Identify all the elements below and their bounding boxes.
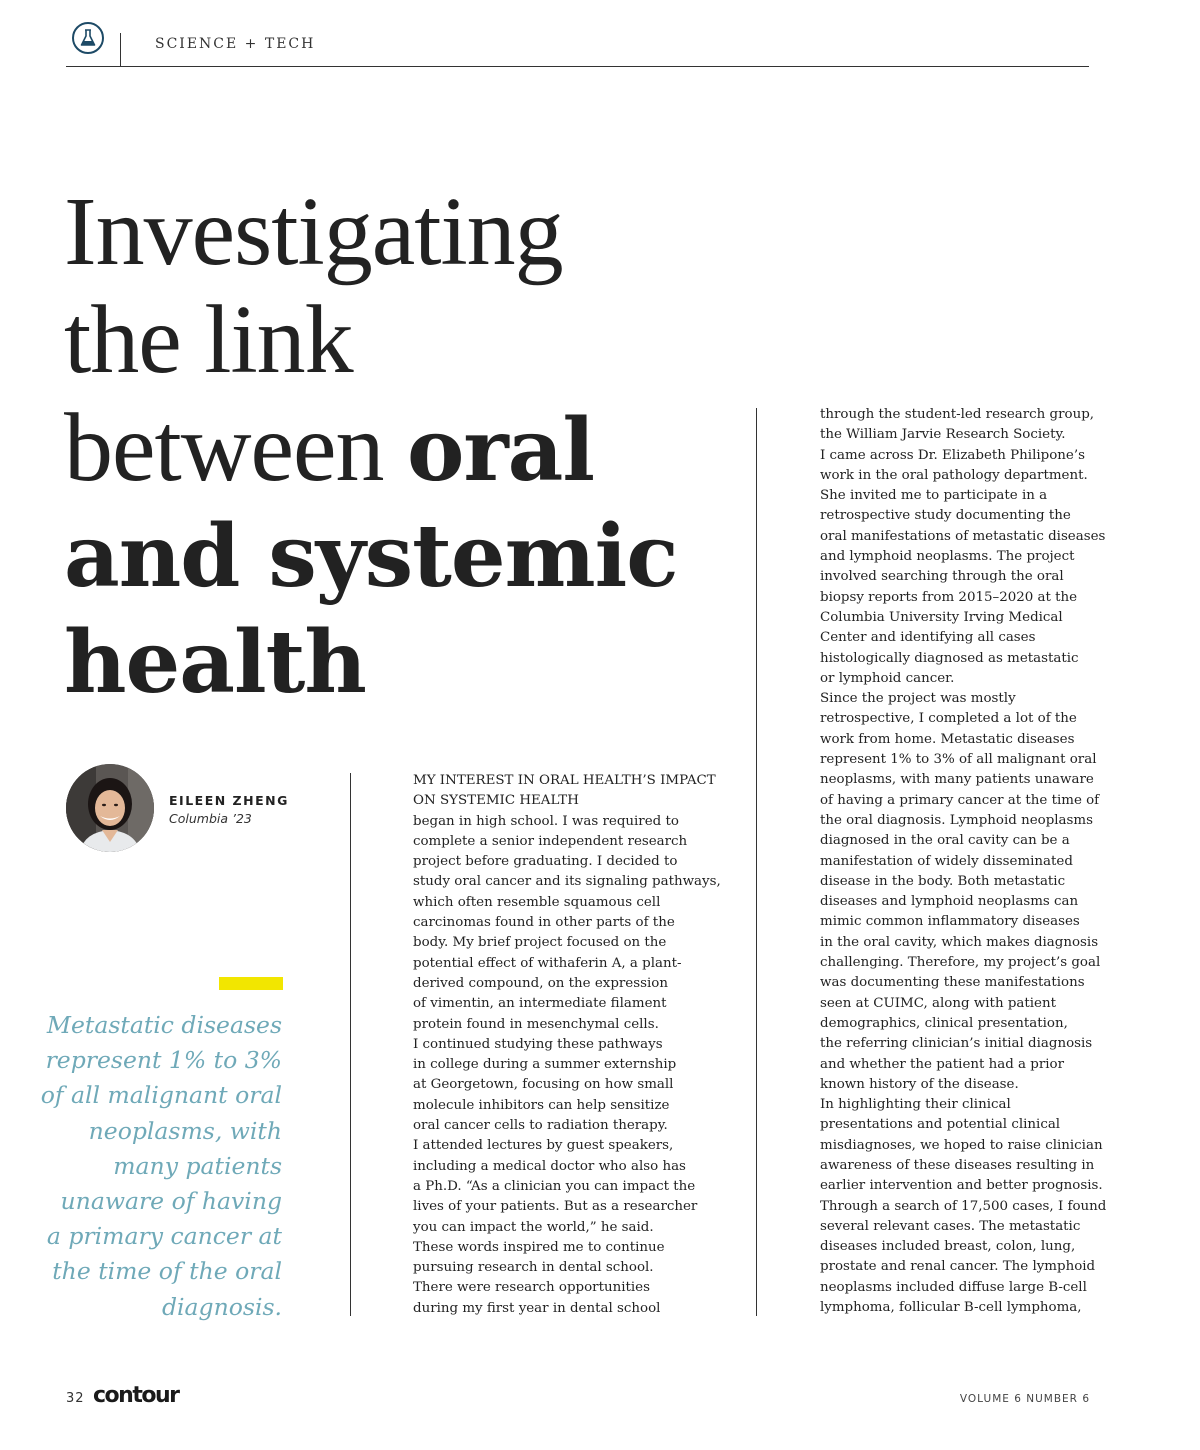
- column-rule-left: [350, 773, 351, 1316]
- headline-line-4: and systemic: [64, 506, 678, 607]
- contour-logo: contour: [93, 1383, 179, 1408]
- headline-line-5: health: [64, 612, 366, 713]
- body-column-2: through the student-led research group, the William Jarvie Research Society. I came across Dr. Elizabeth Philipone’s work in the oral pathology department. She invited me to participate in a retrospective study documenting the oral manifestations of metastatic diseases and lymphoid neoplasms. The project involved searching through the oral biopsy reports from 2015–2020 at the Columbia University Irving Medical Center and identifying all cases histologically diagnosed as metastatic or lymphoid cancer. Since the project was mostly retrospective, I completed a lot of the work from home. Metastatic diseases represent 1% to 3% of all malignant oral neoplasms, with many patients unaware of having a primary cancer at the time of the oral diagnosis. Lymphoid neoplasms diagnosed in the oral cavity can be a manifestation of widely disseminated disease in the body. Both metastatic diseases and lymphoid neoplasms can mimic common inflammatory diseases in the oral cavity, which makes diagnosis challenging. Therefore, my project’s goal was documenting these manifestations seen at CUIMC, along with patient demographics, clinical presentation, the referring clinician’s initial diagnosis and whether the patient had a prior known history of the disease. In highlighting their clinical presentations and potential clinical misdiagnoses, we hoped to raise clinician awareness of these diseases resulting in earlier intervention and better prognosis. Through a search of 17,500 cases, I found several relevant cases. The metastatic diseases included breast, colon, lung, prostate and renal cancer. The lymphoid neoplasms included diffuse large B-cell lymphoma, follicular B-cell lymphoma,: [820, 407, 1107, 1316]
- header-rule: [66, 66, 1089, 67]
- page-number: 32: [66, 1391, 85, 1406]
- flask-icon: [72, 22, 104, 54]
- header-divider: [120, 33, 121, 67]
- author-affiliation: Columbia ’23: [169, 811, 252, 826]
- headline-line-3-light: between: [64, 394, 407, 502]
- headline: [64, 180, 678, 716]
- body-column-1: [413, 771, 723, 1319]
- body-column-1-text: began in high school. I was required to complete a senior independent research project before graduating. I decided to study oral cancer and its signaling pathways, which often resemble squamous cell carcinomas found in other parts of the body. My brief project focused on the potential effect of withaferin A, a plant- derived compound, on the expression of vimentin, an intermediate filament protein found in mesenchymal cells. I continued studying these pathways in college during a summer externship at Georgetown, focusing on how small molecule inhibitors can help sensitize oral cancer cells to radiation therapy. I attended lectures by guest speakers, including a medical doctor who also has a Ph.D. “As a clinician you can impact the lives of your patients. But as a researcher you can impact the world,” he said. These words inspired me to continue pursuing research in dental school. There were research opportunities during my first year in dental school: [413, 813, 721, 1316]
- author-avatar: [66, 764, 154, 852]
- column-rule-right: [756, 408, 757, 1316]
- section-label: SCIENCE + TECH: [155, 36, 316, 52]
- headline-line-1: Investigating: [64, 178, 563, 286]
- headline-line-2: the link: [64, 286, 353, 394]
- pullquote-accent-bar: [219, 977, 283, 990]
- pullquote: Metastatic diseases represent 1% to 3% of all malignant oral neoplasms, with many patients unaware of having a primary cancer at the time of the oral diagnosis.: [40, 1011, 282, 1321]
- body-lead: MY INTEREST IN ORAL HEALTH’S IMPACT ON SYSTEMIC HEALTH: [413, 773, 716, 809]
- headline-line-3-bold: oral: [407, 400, 595, 501]
- author-name: EILEEN ZHENG: [169, 793, 289, 808]
- volume-label: VOLUME 6 NUMBER 6: [959, 1393, 1090, 1405]
